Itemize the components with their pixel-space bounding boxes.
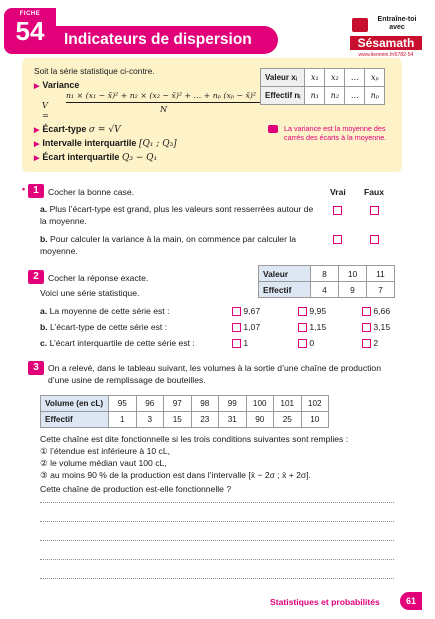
sesamath-logo: Sésamath [350,36,422,50]
ex3-header-volume: Volume (en cL) [41,396,109,412]
ex2-a-option-1[interactable]: 9,67 [232,305,260,317]
variance-note: La variance est la moyenne des carrés des écarts à la moyenne. [268,124,396,142]
ex1-number: 1 [28,184,44,198]
ex3-number: 3 [28,361,44,375]
answer-line[interactable] [40,578,394,579]
ex2-c-option-2[interactable]: 0 [298,337,314,349]
answer-line[interactable] [40,521,394,522]
ex3-conditions-intro: Cette chaîne est dite fonctionnelle si les trois conditions suivantes sont remplies : [40,434,349,444]
ex2-a-option-2[interactable]: 9,95 [298,305,326,317]
fiche-badge [4,8,56,54]
ex3-header-effectif: Effectif [41,412,109,428]
intervalle-heading: ▶ Intervalle interquartile [Q₁ ; Q₃] [34,138,177,149]
thumbs-up-icon [268,125,278,133]
page-number: 61 [400,592,422,610]
ex3-condition-1: ① l’étendue est inférieure à 10 cL, [40,446,171,456]
answer-line[interactable] [40,502,394,503]
sesamath-box[interactable] [350,14,422,58]
checkbox[interactable] [298,307,307,316]
cours-table: Valeur xᵢ x₁ x₂ … xₚ Effectif nᵢ n₁ n₂ … nₚ [260,68,385,105]
variance-denominator: N [160,104,168,114]
ecart-iq-heading: ▶ Écart interquartile Q₃ − Q₁ [34,152,158,163]
ex3-table: Volume (en cL) 95 96 97 98 99 100 101 102 Effectif 1 3 15 23 31 90 25 10 [40,395,329,428]
ex3-condition-2: ② le volume médian vaut 100 cL, [40,458,167,468]
ex2-number: 2 [28,270,44,284]
checkbox[interactable] [362,307,371,316]
ex1-instruction: Cocher la bonne case. [48,187,134,197]
ex1-col-vrai: Vrai [330,187,346,197]
checkbox[interactable] [362,339,371,348]
ex3-question: Cette chaîne de production est-elle fonctionnelle ? [40,484,232,494]
ex2-instruction: Cocher la réponse exacte. [48,273,149,283]
checkbox[interactable] [232,323,241,332]
ex1-a-faux-checkbox[interactable] [370,206,379,215]
sesamath-url[interactable]: www.lienmini.fr/6782-54 [358,52,414,58]
computer-icon [352,18,368,32]
variance-numerator: n₁ × (x₁ − x̄)² + n₂ × (x₂ − x̄)² + … + nₚ (xₚ − x̄)² [66,91,257,100]
cours-intro: Soit la série statistique ci-contre. [34,66,155,76]
checkbox[interactable] [298,339,307,348]
checkbox[interactable] [232,339,241,348]
ex2-c-option-1[interactable]: 1 [232,337,248,349]
checkbox[interactable] [298,323,307,332]
ex2-b-option-2[interactable]: 1,15 [298,321,326,333]
ex2-header-valeur: Valeur [259,266,311,282]
checkbox[interactable] [232,307,241,316]
variance-heading: ▶ Variance [34,80,80,90]
ex2-table: Valeur 8 10 11 Effectif 4 9 7 [258,265,395,298]
ex2-a-option-3[interactable]: 6,66 [362,305,390,317]
ex2-b-option-3[interactable]: 3,15 [362,321,390,333]
ex1-item-a: a. Plus l’écart-type est grand, plus les valeurs sont resserrées autour de la moyenne. [40,204,314,226]
checkbox[interactable] [362,323,371,332]
cours-table-header-valeur: Valeur xᵢ [261,69,305,87]
ex2-b-option-1[interactable]: 1,07 [232,321,260,333]
ex1-a-vrai-checkbox[interactable] [333,206,342,215]
ecart-type-heading: ▶ Écart-type σ = √V [34,124,121,135]
ex3-intro: On a relevé, dans le tableau suivant, les volumes à la sortie d’une chaîne de production d’une usine de remplissage de bouteilles. [48,363,381,385]
bullet-icon: ▶ [34,83,40,90]
ex2-subtitle: Voici une série statistique. [40,288,140,298]
ex1-marker: • [22,184,26,194]
ex1-col-faux: Faux [364,187,385,197]
cours-box: Soit la série statistique ci-contre. ▶ Variance V = n₁ × (x₁ − x̄)² + n₂ × (x₂ − x̄)² + … + nₚ (xₚ − x̄)² N ▶ Écart-type σ = √V ▶ Intervalle interquartile [Q₁ ; Q₃] ▶ Écart interquartile Q₃ − Q₁ Valeur xᵢ x₁ x₂ … xₚ Effectif nᵢ n₁ n₂ … nₚ La variance est la moyenne des carrés des écarts à la moyenne. [22,58,402,172]
fiche-number: 54 [15,16,45,46]
ex2-header-effectif: Effectif [259,282,311,298]
ex2-question-c: c. L’écart interquartile de cette série est : [40,338,195,348]
ex1-b-vrai-checkbox[interactable] [333,235,342,244]
answer-line[interactable] [40,540,394,541]
answer-line[interactable] [40,559,394,560]
sesamath-top-text: Entraîne-toi avec [377,16,417,31]
page-title: Indicateurs de dispersion [56,26,278,54]
ex2-c-option-3[interactable]: 2 [362,337,378,349]
ex3-condition-3: ③ au moins 90 % de la production est dans l’intervalle [x̄ − 2σ ; x̄ + 2σ]. [40,470,312,480]
ex1-b-faux-checkbox[interactable] [370,235,379,244]
ex2-question-a: a. La moyenne de cette série est : [40,306,170,316]
cours-table-header-effectif: Effectif nᵢ [261,87,305,105]
ex2-question-b: b. L’écart-type de cette série est : [40,322,168,332]
footer-section: Statistiques et probabilités [270,597,380,607]
fiche-label: FICHE [19,11,41,17]
ex1-item-b: b. Pour calculer la variance à la main, on commence par calculer la moyenne. [40,234,297,256]
